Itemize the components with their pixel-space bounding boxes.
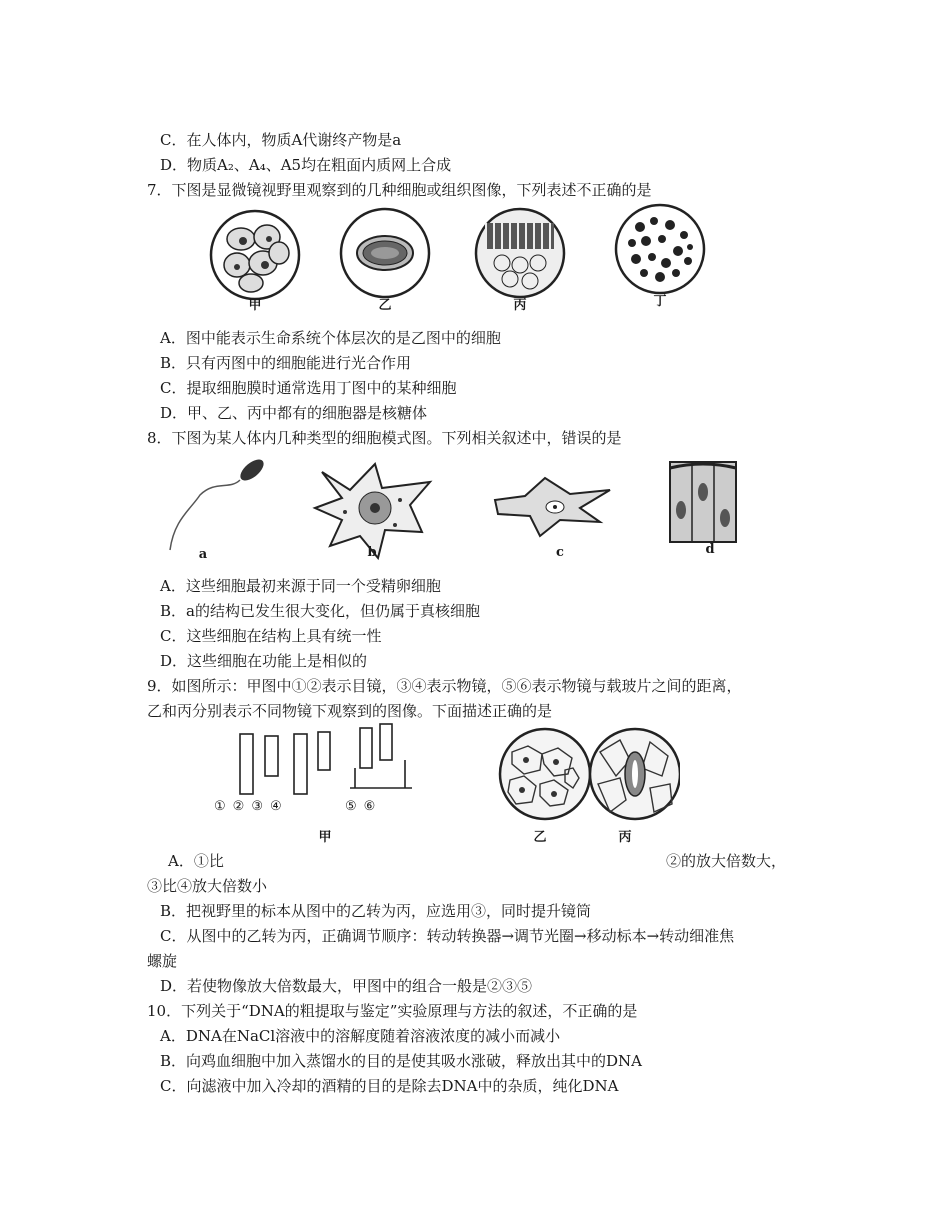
q7-option-a: A．图中能表示生命系统个体层次的是乙图中的细胞 bbox=[160, 329, 501, 347]
q8-label-d: d bbox=[705, 542, 715, 557]
q8-figure-c bbox=[495, 478, 610, 536]
q9-lens-5: ⑤ bbox=[345, 799, 364, 814]
q8-figure bbox=[160, 450, 760, 565]
q7-label-yi: 乙 bbox=[378, 298, 392, 313]
q7-stem: 7．下图是显微镜视野里观察到的几种细胞或组织图像，下列表述不正确的是 bbox=[147, 181, 652, 199]
q9-label-bing: 丙 bbox=[618, 830, 632, 845]
q10-option-b: B．向鸡血细胞中加入蒸馏水的目的是使其吸水涨破，释放出其中的DNA bbox=[160, 1052, 643, 1070]
q10-option-a: A．DNA在NaCl溶液中的溶解度随着溶液浓度的减小而减小 bbox=[160, 1027, 561, 1045]
q9-option-a-part3: ③比④放大倍数小 bbox=[147, 877, 268, 895]
q7-figure-jia bbox=[211, 211, 299, 299]
q10-stem: 10．下列关于“DNA的粗提取与鉴定”实验原理与方法的叙述，不正确的是 bbox=[147, 1002, 638, 1020]
q6-option-d: D．物质A₂、A₄、A5均在粗面内质网上合成 bbox=[160, 156, 452, 174]
q7-label-bing: 丙 bbox=[513, 298, 527, 313]
q7-option-d: D．甲、乙、丙中都有的细胞器是核糖体 bbox=[160, 404, 428, 422]
q9-stem-line2: 乙和丙分别表示不同物镜下观察到的图像。下面描述正确的是 bbox=[147, 702, 553, 720]
q8-label-b: b bbox=[367, 545, 377, 560]
q8-stem: 8．下图为某人体内几种类型的细胞模式图。下列相关叙述中，错误的是 bbox=[147, 429, 622, 447]
q10-option-c: C．向滤液中加入冷却的酒精的目的是除去DNA中的杂质，纯化DNA bbox=[160, 1077, 619, 1095]
q8-option-d: D．这些细胞在功能上是相似的 bbox=[160, 652, 368, 670]
q9-option-c-line1: C．从图中的乙转为丙，正确调节顺序：转动转换器→调节光圈→移动标本→转动细准焦 bbox=[160, 927, 735, 945]
q9-option-a-part1: A．①比 bbox=[168, 852, 224, 870]
q9-option-a-part2: ②的放大倍数大， bbox=[666, 852, 787, 870]
q9-distance-labels bbox=[345, 799, 415, 814]
q9-label-yi: 乙 bbox=[533, 830, 547, 845]
q8-label-c: c bbox=[556, 545, 564, 560]
q7-figure-bing bbox=[476, 209, 564, 297]
q9-label-jia: 甲 bbox=[318, 830, 332, 845]
q9-lens-6: ⑥ bbox=[363, 799, 383, 814]
q9-lens-diagram bbox=[240, 724, 412, 794]
q9-option-c-line2: 螺旋 bbox=[147, 952, 178, 970]
q8-option-c: C．这些细胞在结构上具有统一性 bbox=[160, 627, 382, 645]
q8-option-a: A．这些细胞最初来源于同一个受精卵细胞 bbox=[160, 577, 441, 595]
q9-lens-4: ④ bbox=[269, 799, 289, 814]
q9-option-b: B．把视野里的标本从图中的乙转为丙，应选用③，同时提升镜筒 bbox=[160, 902, 592, 920]
q9-lens-2: ② bbox=[232, 799, 252, 814]
q9-lens-3: ③ bbox=[251, 799, 270, 814]
q9-lens-1: ① bbox=[214, 799, 233, 814]
q8-figure-a bbox=[170, 456, 267, 550]
q9-option-d: D．若使物像放大倍数最大，甲图中的组合一般是②③⑤ bbox=[160, 977, 533, 995]
q7-option-b: B．只有丙图中的细胞能进行光合作用 bbox=[160, 354, 412, 372]
q7-label-jia: 甲 bbox=[248, 298, 262, 313]
q8-figure-b bbox=[315, 464, 430, 558]
q9-image-yi bbox=[500, 729, 590, 819]
q8-option-b: B．a的结构已发生很大变化，但仍属于真核细胞 bbox=[160, 602, 480, 620]
q7-figure-yi bbox=[341, 209, 429, 297]
q9-stem-line1: 9．如图所示：甲图中①②表示目镜，③④表示物镜，⑤⑥表示物镜与载玻片之间的距离， bbox=[147, 677, 742, 695]
q8-label-a: a bbox=[198, 547, 208, 562]
q7-option-c: C．提取细胞膜时通常选用丁图中的某种细胞 bbox=[160, 379, 457, 397]
q7-label-ding: 丁 bbox=[653, 294, 667, 309]
q9-lens-labels bbox=[214, 799, 304, 814]
q6-option-c: C．在人体内，物质A代谢终产物是a bbox=[160, 131, 402, 149]
q7-figure-ding bbox=[616, 205, 704, 293]
q8-figure-d bbox=[670, 462, 736, 542]
q9-image-bing bbox=[590, 729, 680, 819]
